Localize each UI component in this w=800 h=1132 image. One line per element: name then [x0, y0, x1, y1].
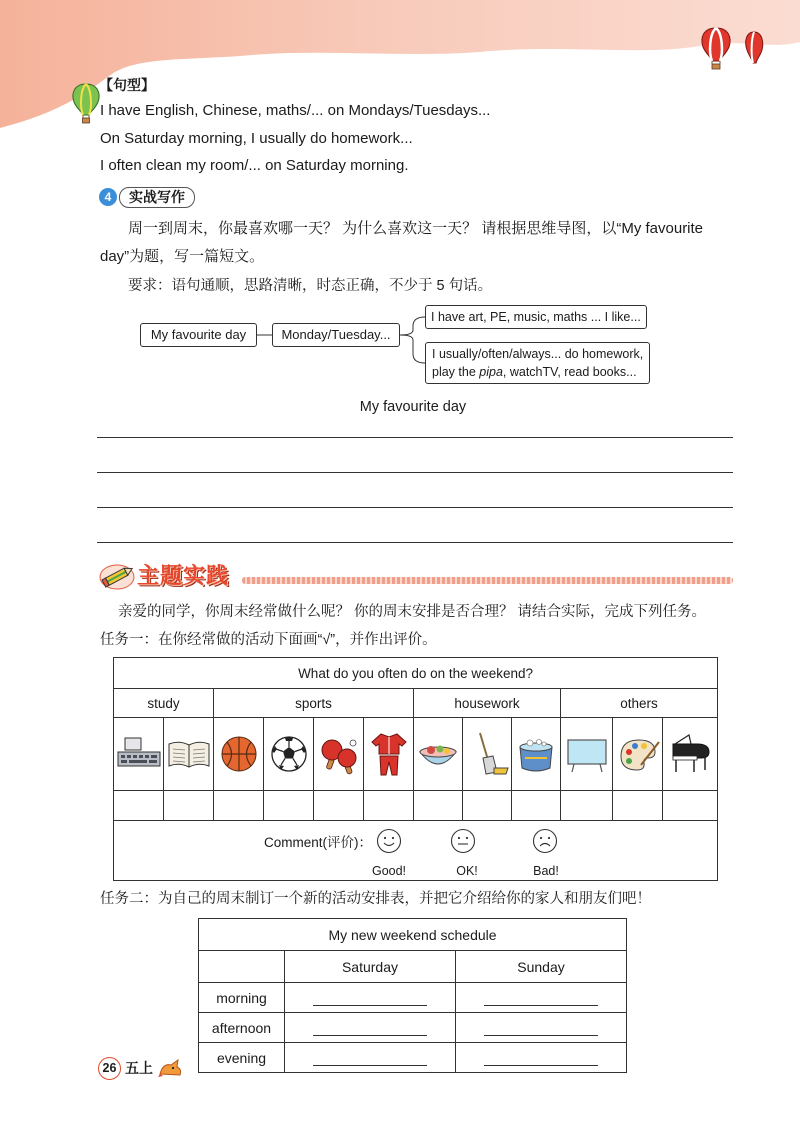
tracksuit-icon [366, 730, 412, 778]
writing-line-2[interactable] [97, 472, 733, 473]
mind-map-root: My favourite day [140, 323, 257, 347]
bowl-icon [415, 732, 461, 776]
schedule-cell-sunday-afternoon [456, 1013, 627, 1043]
mind-map-branch-1: I have art, PE, music, maths ... I like... [425, 305, 647, 329]
activity-cell-ping-pong [314, 718, 364, 791]
mind-map-branch-2 [425, 342, 650, 384]
branch-2-text-pre: play the [432, 365, 480, 379]
theme-divider [242, 577, 733, 584]
branch-2-text-post: , watchTV, read books... [502, 365, 637, 379]
bird-icon [157, 1058, 185, 1080]
category-housework: housework [414, 689, 561, 718]
writing-prompt-line-1: 周一到周末，你最喜欢哪一天？ 为什么喜欢这一天？ 请根据思维导图，以“My favourite [128, 220, 704, 237]
schedule-corner-cell [199, 951, 285, 983]
schedule-day-saturday: Saturday [285, 951, 456, 983]
writing-line-1[interactable] [97, 437, 733, 438]
activity-cell-book [164, 718, 214, 791]
weekend-schedule-table [198, 918, 627, 1073]
pencil-icon [99, 560, 137, 592]
check-cell-basketball[interactable] [214, 791, 264, 821]
keyboard-icon [116, 732, 162, 776]
smiley-bad-icon[interactable] [532, 828, 558, 854]
check-cell-book[interactable] [164, 791, 214, 821]
ping-pong-icon [316, 732, 362, 776]
section-number-badge: 4 [99, 188, 117, 206]
schedule-cell-saturday-evening [285, 1043, 456, 1073]
comment-area [114, 821, 717, 880]
check-cell-bowl[interactable] [414, 791, 463, 821]
page-number: 26 [98, 1057, 121, 1080]
activities-table-title: What do you often do on the weekend? [114, 658, 718, 689]
check-cell-ping-pong[interactable] [314, 791, 364, 821]
schedule-cell-saturday-afternoon [285, 1013, 456, 1043]
smiley-ok-icon[interactable] [450, 828, 476, 854]
schedule-day-sunday: Sunday [456, 951, 627, 983]
writing-prompt-line-2: day”为题，写一篇短文。 [100, 248, 265, 265]
rating-ok-label: OK! [456, 864, 478, 878]
mind-map-branch-2-line-2 [432, 363, 643, 381]
activity-cell-tracksuit [364, 718, 414, 791]
schedule-blank-sunday-morning[interactable] [484, 990, 598, 1006]
sentence-pattern-label: 【句型】 [99, 77, 155, 93]
basketball-icon [216, 732, 262, 776]
task-1-instruction: 任务一：在你经常做的活动下面画“√”，并作出评价。 [100, 632, 437, 648]
theme-practice-title: 主题实践 [137, 563, 230, 588]
schedule-period-afternoon: afternoon [199, 1013, 285, 1043]
schedule-cell-sunday-morning [456, 983, 627, 1013]
writing-line-4[interactable] [97, 542, 733, 543]
red-balloon-icon [698, 26, 734, 70]
book-icon [166, 732, 212, 776]
rating-good-label: Good! [371, 864, 407, 878]
writing-line-3[interactable] [97, 507, 733, 508]
category-study: study [114, 689, 214, 718]
schedule-title: My new weekend schedule [199, 919, 627, 951]
category-sports: sports [214, 689, 414, 718]
mind-map-middle: Monday/Tuesday... [272, 323, 400, 347]
schedule-blank-saturday-evening[interactable] [313, 1050, 427, 1066]
tv-icon [564, 732, 610, 776]
activity-cell-palette [613, 718, 663, 791]
smiley-good-icon[interactable] [376, 828, 402, 854]
check-cell-piano[interactable] [663, 791, 718, 821]
schedule-blank-sunday-afternoon[interactable] [484, 1020, 598, 1036]
essay-title: My favourite day [359, 399, 467, 415]
rating-bad-label: Bad! [533, 864, 559, 878]
category-others: others [561, 689, 718, 718]
check-cell-palette[interactable] [613, 791, 663, 821]
sentence-pattern-2: On Saturday morning, I usually do homework... [100, 130, 413, 147]
theme-intro: 亲爱的同学，你周末经常做什么呢？ 你的周末安排是否合理？ 请结合实际，完成下列任务。 [118, 604, 707, 620]
sentence-pattern-3: I often clean my room/... on Saturday morning. [100, 157, 409, 174]
schedule-cell-sunday-evening [456, 1043, 627, 1073]
activity-cell-bowl [414, 718, 463, 791]
activity-cell-football [264, 718, 314, 791]
piano-icon [667, 732, 713, 776]
schedule-blank-saturday-afternoon[interactable] [313, 1020, 427, 1036]
schedule-cell-saturday-morning [285, 983, 456, 1013]
palette-icon [615, 732, 661, 776]
activity-cell-tv [561, 718, 613, 791]
weekend-activities-table [113, 657, 718, 881]
activity-cell-pot [512, 718, 561, 791]
schedule-blank-sunday-evening[interactable] [484, 1050, 598, 1066]
sentence-pattern-1: I have English, Chinese, maths/... on Mondays/Tuesdays... [100, 102, 491, 119]
comment-row [114, 821, 718, 881]
schedule-period-morning: morning [199, 983, 285, 1013]
activity-cell-broom [463, 718, 512, 791]
mind-map-branch-2-line-1: I usually/often/always... do homework, [432, 347, 644, 361]
check-cell-broom[interactable] [463, 791, 512, 821]
writing-requirement: 要求：语句通顺，思路清晰，时态正确，不少于 5 句话。 [128, 278, 493, 294]
grade-label: 五上 [125, 1060, 153, 1076]
comment-label: Comment(评价)： [264, 835, 373, 850]
check-cell-tv[interactable] [561, 791, 613, 821]
schedule-period-evening: evening [199, 1043, 285, 1073]
activity-cell-keyboard [114, 718, 164, 791]
red-balloon-small-icon [744, 30, 764, 70]
activity-cell-piano [663, 718, 718, 791]
green-balloon-icon [70, 82, 102, 124]
check-cell-pot[interactable] [512, 791, 561, 821]
check-cell-football[interactable] [264, 791, 314, 821]
branch-2-text-pipa: pipa [479, 365, 503, 379]
check-cell-keyboard[interactable] [114, 791, 164, 821]
schedule-blank-saturday-morning[interactable] [313, 990, 427, 1006]
activity-cell-basketball [214, 718, 264, 791]
broom-icon [464, 730, 510, 778]
section-title: 实战写作 [119, 187, 195, 208]
check-cell-tracksuit[interactable] [364, 791, 414, 821]
pot-icon [513, 732, 559, 776]
football-icon [266, 732, 312, 776]
task-2-instruction: 任务二：为自己的周末制订一个新的活动安排表，并把它介绍给你的家人和朋友们吧！ [100, 891, 651, 907]
